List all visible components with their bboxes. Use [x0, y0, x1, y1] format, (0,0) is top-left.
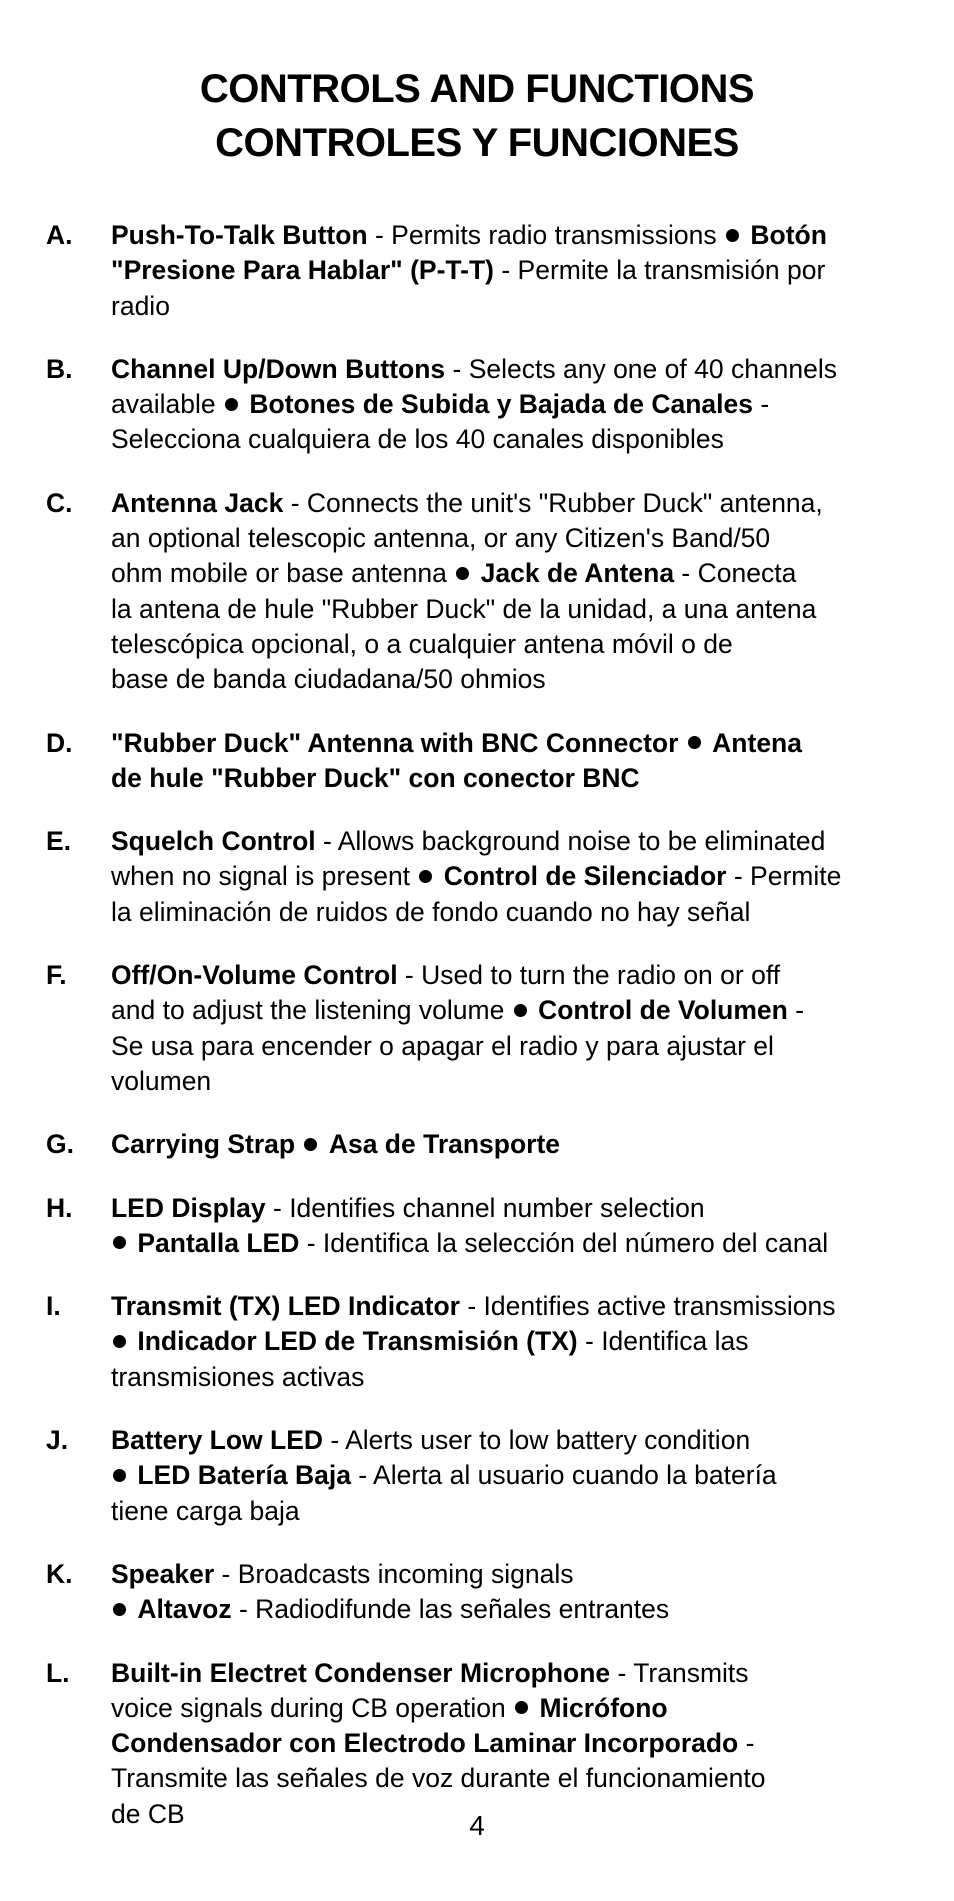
- item-desc-en: an optional telescopic antenna, or any Citizen's Band/50: [111, 523, 771, 554]
- item-desc-es: la antena de hule "Rubber Duck" de la unidad, a una antena: [111, 593, 817, 624]
- item-letter: G.: [46, 1129, 74, 1160]
- list-item-speaker: [46, 1557, 926, 1628]
- bullet-icon: [225, 398, 238, 411]
- item-desc-es: -: [787, 995, 805, 1026]
- item-name-es: Micrófono: [539, 1692, 668, 1723]
- item-name-en: Channel Up/Down Buttons: [111, 353, 446, 384]
- item-name-es: Altavoz: [137, 1594, 232, 1625]
- item-name-en: Built-in Electret Condenser Microphone: [111, 1657, 611, 1688]
- item-desc-es: -: [738, 1728, 755, 1759]
- item-name-en: LED Display: [111, 1192, 266, 1223]
- item-desc-es: - Conecta: [674, 558, 797, 589]
- item-name-en: Transmit (TX) LED Indicator: [111, 1291, 460, 1322]
- item-letter: F.: [46, 960, 67, 991]
- item-name-es: Antena: [712, 727, 802, 758]
- bullet-icon: [688, 736, 701, 749]
- item-desc-es: - Permite: [726, 861, 842, 892]
- item-desc-es: telescópica opcional, o a cualquier antena móvil o de: [111, 628, 733, 659]
- bullet-icon: [113, 1236, 126, 1249]
- item-name-en: "Rubber Duck" Antenna with BNC Connector: [111, 727, 679, 758]
- bullet-icon: [113, 1335, 126, 1348]
- list-item-antenna-jack: [46, 486, 926, 698]
- item-desc-es: Selecciona cualquiera de los 40 canales disponibles: [111, 424, 724, 455]
- bullet-icon: [514, 1004, 527, 1017]
- bullet-icon: [456, 567, 469, 580]
- list-item-squelch-control: [46, 824, 926, 930]
- item-desc-es: transmisiones activas: [111, 1361, 365, 1392]
- list-item-microphone: [46, 1656, 926, 1832]
- item-letter: B.: [46, 353, 73, 384]
- item-desc-es: radio: [111, 290, 170, 321]
- item-name-es: LED Batería Baja: [137, 1460, 351, 1491]
- list-item-channel-buttons: [46, 352, 926, 458]
- item-name-en: Carrying Strap: [111, 1129, 296, 1160]
- item-desc-en: - Transmits: [610, 1657, 749, 1688]
- item-desc-es: - Permite la transmisión por: [493, 255, 826, 286]
- bullet-icon: [419, 870, 432, 883]
- list-item-volume-control: [46, 958, 926, 1099]
- item-name-es: Control de Silenciador: [443, 861, 727, 892]
- list-item-transmit-led: [46, 1289, 926, 1395]
- list-item-rubber-duck-antenna: [46, 726, 926, 797]
- item-letter: C.: [46, 487, 73, 518]
- item-desc-en: - Identifies channel number selection: [265, 1192, 705, 1223]
- item-desc-es: Se usa para encender o apagar el radio y para ajustar el: [111, 1030, 774, 1061]
- item-name-es: Botón: [750, 220, 827, 250]
- item-letter: E.: [46, 826, 72, 857]
- item-desc-es: volumen: [111, 1065, 212, 1096]
- item-name-es: Condensador con Electrodo Laminar Incorporado: [111, 1728, 739, 1759]
- item-letter: D.: [46, 727, 73, 758]
- item-name-en: Off/On-Volume Control: [111, 960, 398, 991]
- item-desc-es: base de banda ciudadana/50 ohmios: [111, 664, 546, 695]
- item-name-en: Squelch Control: [111, 826, 316, 857]
- title-english: CONTROLS AND FUNCTIONS: [199, 67, 755, 111]
- item-name-es: Jack de Antena: [480, 558, 675, 589]
- item-name-es: Asa de Transporte: [328, 1129, 561, 1160]
- item-name-en: Battery Low LED: [111, 1425, 324, 1456]
- item-name-en: Antenna Jack: [111, 487, 284, 518]
- item-name-en: Speaker: [111, 1558, 215, 1589]
- item-desc-en: - Permits radio transmissions: [367, 220, 724, 250]
- item-desc-es: Transmite las señales de voz durante el funcionamiento: [111, 1763, 766, 1794]
- item-name-es: Botones de Subida y Bajada de Canales: [249, 389, 753, 420]
- controls-list: [46, 218, 926, 1860]
- item-letter: K.: [46, 1558, 73, 1589]
- bullet-icon: [726, 229, 739, 242]
- item-desc-es: - Radiodifunde las señales entrantes: [231, 1594, 670, 1625]
- item-name-es: Indicador LED de Transmisión (TX): [137, 1326, 578, 1357]
- list-item-push-to-talk: [46, 218, 926, 324]
- title-spanish: CONTROLES Y FUNCIONES: [215, 121, 739, 165]
- item-desc-en: - Alerts user to low battery condition: [323, 1425, 751, 1456]
- item-desc-en: - Connects the unit's "Rubber Duck" antenna,: [283, 487, 823, 518]
- item-desc-en: - Selects any one of 40 channels: [445, 353, 838, 384]
- item-desc-es: -: [753, 389, 770, 420]
- item-desc-es: la eliminación de ruidos de fondo cuando no hay señal: [111, 896, 751, 927]
- list-item-battery-low-led: [46, 1423, 926, 1529]
- page-number: 4: [469, 1810, 485, 1841]
- item-desc-en: - Allows background noise to be eliminated: [315, 826, 826, 857]
- item-letter: J.: [46, 1425, 69, 1456]
- bullet-icon: [304, 1138, 317, 1151]
- item-desc-en: - Broadcasts incoming signals: [214, 1558, 574, 1589]
- item-desc-en: - Identifies active transmissions: [459, 1291, 836, 1322]
- item-letter: H.: [46, 1192, 73, 1223]
- item-desc-es: - Alerta al usuario cuando la batería: [350, 1460, 777, 1491]
- item-name-es: de hule "Rubber Duck" con conector BNC: [111, 762, 640, 793]
- item-desc-es: de CB: [111, 1798, 185, 1829]
- list-item-led-display: [46, 1191, 926, 1262]
- item-name-en: Push-To-Talk Button: [111, 220, 368, 250]
- item-desc-es: - Identifica las: [577, 1326, 749, 1357]
- item-desc-en: ohm mobile or base antenna: [111, 558, 455, 589]
- item-desc-en: when no signal is present: [111, 861, 418, 892]
- item-desc-es: tiene carga baja: [111, 1495, 300, 1526]
- bullet-icon: [515, 1701, 528, 1714]
- item-desc-en: voice signals during CB operation: [111, 1692, 514, 1723]
- item-desc-es: - Identifica la selección del número del canal: [299, 1227, 829, 1258]
- bullet-icon: [113, 1469, 126, 1482]
- item-letter: A.: [46, 220, 73, 250]
- item-desc-en: available: [111, 389, 223, 420]
- item-name-es: "Presione Para Hablar" (P-T-T): [111, 255, 494, 286]
- bullet-icon: [113, 1603, 126, 1616]
- item-name-es: Control de Volumen: [538, 995, 788, 1026]
- item-desc-en: - Used to turn the radio on or off: [397, 960, 781, 991]
- item-desc-en: and to adjust the listening volume: [111, 995, 512, 1026]
- item-name-es: Pantalla LED: [137, 1227, 300, 1258]
- item-letter: I.: [46, 1291, 61, 1322]
- page-title: [0, 62, 954, 170]
- list-item-carrying-strap: [46, 1127, 926, 1162]
- item-letter: L.: [46, 1657, 70, 1688]
